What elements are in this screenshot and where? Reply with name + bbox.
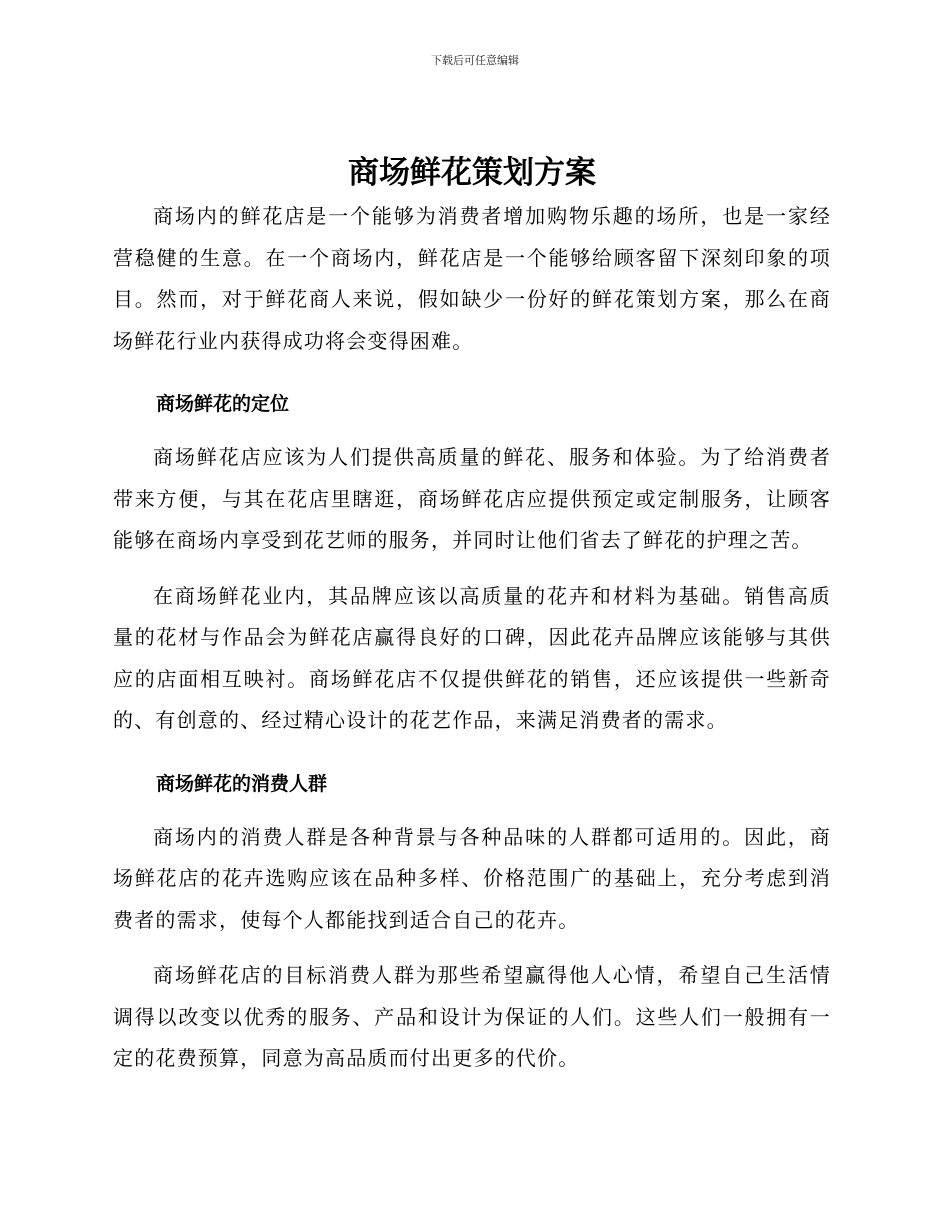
document-body — [113, 150, 831, 1080]
body-paragraph: 商场鲜花店应该为人们提供高质量的鲜花、服务和体验。为了给消费者带来方便，与其在花店里瞎逛，商场鲜花店应提供预定或定制服务，让顾客能够在商场内享受到花艺师的服务，并同时让他们省去了鲜花的护理之苦。 — [113, 445, 831, 552]
body-paragraph: 在商场鲜花业内，其品牌应该以高质量的花卉和材料为基础。销售高质量的花材与作品会为鲜花店赢得良好的口碑，因此花卉品牌应该能够与其供应的店面相互映衬。商场鲜花店不仅提供鲜花的销售，还应该提供一些新奇的、有创意的、经过精心设计的花艺作品，来满足消费者的需求。 — [113, 583, 831, 732]
section-heading: 商场鲜花的定位 — [156, 393, 290, 415]
header-note: 下载后可任意编辑 — [431, 54, 519, 67]
section-consumers — [113, 764, 831, 1080]
section-heading: 商场鲜花的消费人群 — [156, 772, 328, 795]
intro-paragraph: 商场内的鲜花店是一个能够为消费者增加购物乐趣的场所，也是一家经营稳健的生意。在一个商场内，鲜花店是一个能够给顾客留下深刻印象的项目。然而，对于鲜花商人来说，假如缺少一份好的鲜花策划方案，那么在商场鲜花行业内获得成功将会变得困难。 — [113, 204, 831, 353]
document-title: 商场鲜花策划方案 — [348, 155, 596, 191]
section-positioning — [113, 384, 831, 742]
body-paragraph: 商场内的消费人群是各种背景与各种品味的人群都可适用的。因此，商场鲜花店的花卉选购应该在品种多样、价格范围广的基础上，充分考虑到消费者的需求，使每个人都能找到适合自己的花卉。 — [113, 824, 831, 932]
body-paragraph: 商场鲜花店的目标消费人群为那些希望赢得他人心情，希望自己生活情调得以改变以优秀的服务、产品和设计为保证的人们。这些人们一般拥有一定的花费预算，同意为高品质而付出更多的代价。 — [113, 963, 831, 1070]
